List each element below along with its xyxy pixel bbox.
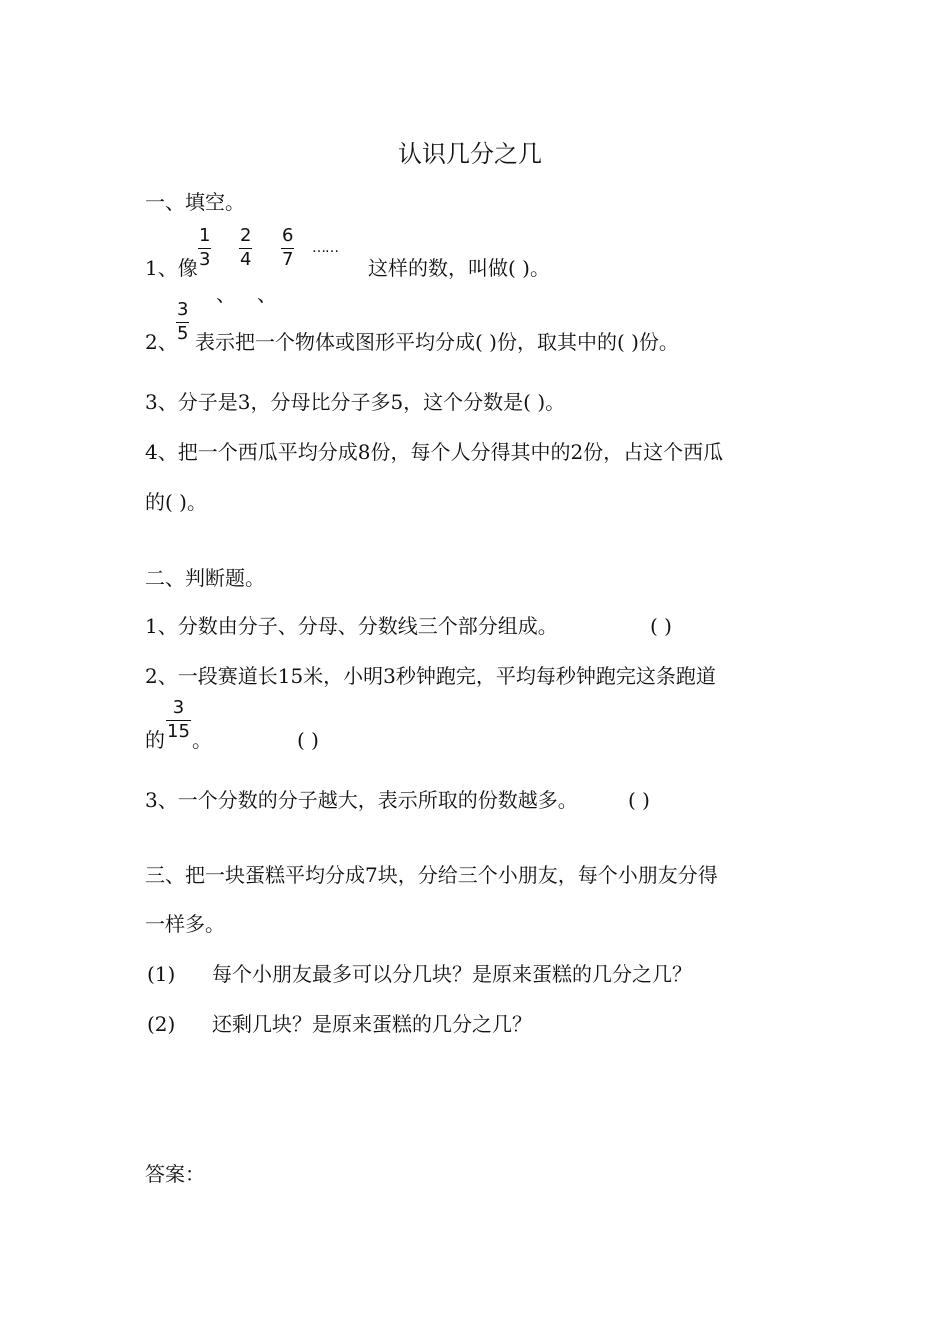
section1-heading: 一、填空。 <box>145 190 245 214</box>
separator-1: 、 <box>216 282 236 306</box>
numerator: 6 <box>282 225 294 246</box>
fraction-1-3 <box>198 226 211 270</box>
sub2-text: 还剩几块？是原来蛋糕的几分之几？ <box>212 1012 532 1036</box>
q4-line2: 的( )。 <box>145 490 207 514</box>
page-title: 认识几分之几 <box>398 140 542 168</box>
separator-2: 、 <box>257 282 277 306</box>
judge-q1-text: 1、分数由分子、分母、分数线三个部分组成。 <box>145 614 558 638</box>
fraction-2-4 <box>239 226 252 270</box>
denominator: 4 <box>240 249 252 270</box>
judge-q2-blank[interactable]: ( ) <box>297 728 319 752</box>
q1-suffix: 这样的数，叫做( )。 <box>368 256 550 280</box>
q3-text: 3、分子是3，分母比分子多5，这个分数是( )。 <box>145 390 566 414</box>
fraction-3-15 <box>166 698 191 742</box>
judge-q2-prefix: 的 <box>145 728 165 752</box>
denominator: 15 <box>167 721 190 742</box>
section3-line2: 一样多。 <box>145 912 225 936</box>
q2-text: 表示把一个物体或图形平均分成( )份，取其中的( )份。 <box>195 330 679 354</box>
judge-q3-text: 3、一个分数的分子越大，表示所取的份数越多。 <box>145 788 578 812</box>
judge-q3-blank[interactable]: ( ) <box>628 788 650 812</box>
q4-line1: 4、把一个西瓜平均分成8份，每个人分得其中的2份，占这个西瓜 <box>145 440 724 464</box>
denominator: 3 <box>199 249 211 270</box>
ellipsis: …… <box>312 240 338 256</box>
q1-prefix: 1、像 <box>145 256 198 280</box>
judge-q2-line1: 2、一段赛道长15米，小明3秒钟跑完，平均每秒钟跑完这条跑道 <box>145 664 716 688</box>
numerator: 3 <box>177 299 189 320</box>
denominator: 5 <box>177 323 189 344</box>
numerator: 3 <box>172 697 185 718</box>
judge-q2-suffix: 。 <box>192 728 212 752</box>
fraction-6-7 <box>281 226 294 270</box>
denominator: 7 <box>282 249 294 270</box>
answer-label: 答案： <box>145 1162 205 1186</box>
sub1-text: 每个小朋友最多可以分几块？是原来蛋糕的几分之几？ <box>212 962 692 986</box>
q2-prefix: 2、 <box>145 330 178 354</box>
section2-heading: 二、判断题。 <box>145 566 265 590</box>
judge-q1-blank[interactable]: ( ) <box>650 614 672 638</box>
numerator: 1 <box>199 225 211 246</box>
sub1-number: (1) <box>147 962 176 986</box>
numerator: 2 <box>240 225 252 246</box>
sub2-number: (2) <box>147 1012 176 1036</box>
section3-line1: 三、把一块蛋糕平均分成7块，分给三个小朋友，每个小朋友分得 <box>145 863 718 887</box>
fraction-3-5 <box>176 300 189 344</box>
